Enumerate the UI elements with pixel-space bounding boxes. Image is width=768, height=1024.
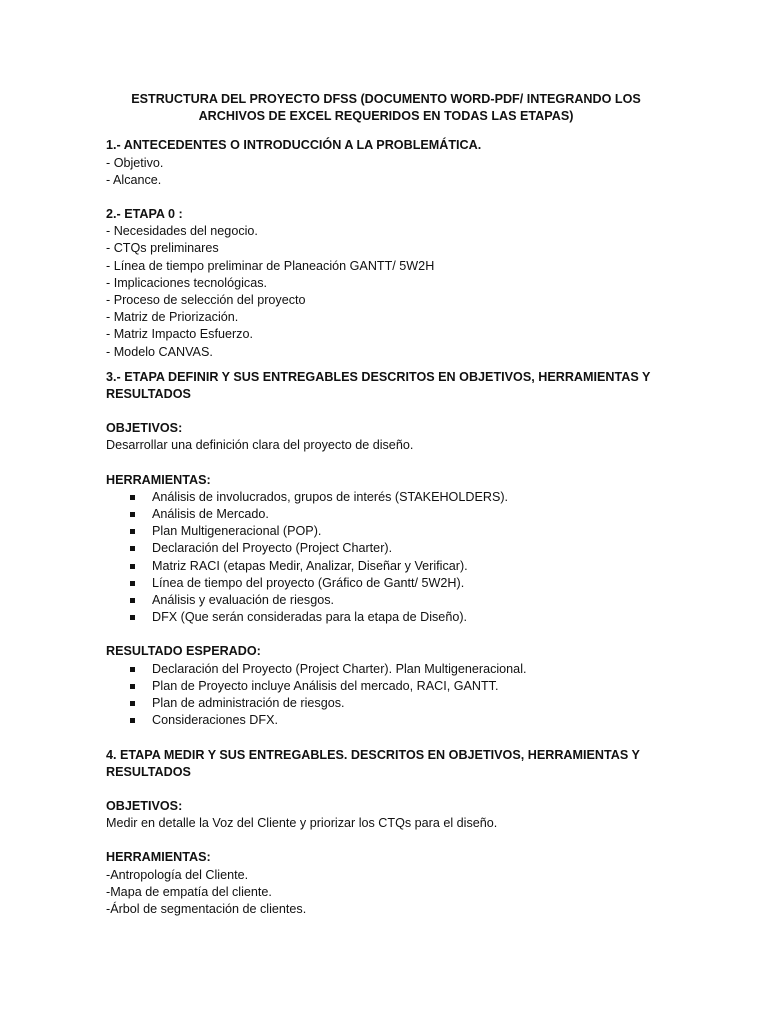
spacer — [106, 832, 666, 849]
list-item — [106, 523, 666, 540]
section-2-item: - Proceso de selección del proyecto — [106, 293, 306, 308]
list-item-text: Línea de tiempo del proyecto (Gráfico de Gantt/ 5W2H). — [152, 575, 465, 590]
section-3-heading: 3.- ETAPA DEFINIR Y SUS ENTREGABLES DESCRITOS EN OBJETIVOS, HERRAMIENTAS Y RESULTADOS — [106, 369, 651, 402]
list-item-text: Plan Multigeneracional (POP). — [152, 524, 322, 539]
list-item — [106, 558, 666, 575]
square-bullet-icon — [130, 581, 135, 586]
list-item-text: Matriz RACI (etapas Medir, Analizar, Diseñar y Verificar). — [152, 558, 468, 573]
section-4-tool-item: -Antropología del Cliente. — [106, 867, 249, 882]
spacer — [106, 626, 666, 643]
section-1-heading: 1.- ANTECEDENTES O INTRODUCCIÓN A LA PROBLEMÁTICA. — [106, 138, 482, 153]
square-bullet-icon — [130, 529, 135, 534]
list-item — [106, 712, 666, 729]
document-body — [106, 91, 666, 918]
spacer — [106, 361, 666, 369]
square-bullet-icon — [130, 701, 135, 706]
section-3-results-list — [106, 661, 666, 730]
square-bullet-icon — [130, 512, 135, 517]
list-item-text: Análisis y evaluación de riesgos. — [152, 593, 335, 608]
section-1 — [106, 137, 666, 189]
section-1-item: - Alcance. — [106, 172, 162, 187]
spacer — [106, 455, 666, 472]
list-item-text: Declaración del Proyecto (Project Charter). Plan Multigeneracional. — [152, 661, 527, 676]
list-item — [106, 506, 666, 523]
square-bullet-icon — [130, 495, 135, 500]
section-3-results-label: RESULTADO ESPERADO: — [106, 644, 261, 659]
section-3-tools-list — [106, 489, 666, 627]
spacer — [106, 189, 666, 206]
section-2-item: - Matriz Impacto Esfuerzo. — [106, 327, 253, 342]
square-bullet-icon — [130, 564, 135, 569]
section-4-tool-item: -Mapa de empatía del cliente. — [106, 884, 272, 899]
square-bullet-icon — [130, 615, 135, 620]
list-item-text: Plan de Proyecto incluye Análisis del mercado, RACI, GANTT. — [152, 678, 499, 693]
square-bullet-icon — [130, 546, 135, 551]
section-4-objectives-label: OBJETIVOS: — [106, 798, 183, 813]
section-2-item: - Necesidades del negocio. — [106, 224, 258, 239]
section-1-item: - Objetivo. — [106, 155, 164, 170]
list-item — [106, 678, 666, 695]
list-item-text: DFX (Que serán consideradas para la etapa de Diseño). — [152, 610, 468, 625]
section-3-objectives-text: Desarrollar una definición clara del proyecto de diseño. — [106, 438, 414, 453]
square-bullet-icon — [130, 684, 135, 689]
list-item-text: Análisis de involucrados, grupos de interés (STAKEHOLDERS). — [152, 489, 509, 504]
section-2-item: - Línea de tiempo preliminar de Planeación GANTT/ 5W2H — [106, 258, 435, 273]
spacer — [106, 730, 666, 747]
section-4-tool-item: -Árbol de segmentación de clientes. — [106, 901, 307, 916]
square-bullet-icon — [130, 718, 135, 723]
section-2 — [106, 206, 666, 361]
list-item — [106, 575, 666, 592]
section-4 — [106, 747, 666, 919]
list-item-text: Plan de administración de riesgos. — [152, 696, 345, 711]
list-item — [106, 609, 666, 626]
list-item-text: Análisis de Mercado. — [152, 507, 269, 522]
list-item — [106, 661, 666, 678]
list-item — [106, 489, 666, 506]
section-2-item: - Matriz de Priorización. — [106, 310, 239, 325]
section-4-objectives-text: Medir en detalle la Voz del Cliente y priorizar los CTQs para el diseño. — [106, 816, 498, 831]
list-item — [106, 592, 666, 609]
list-item-text: Declaración del Proyecto (Project Charter). — [152, 541, 393, 556]
section-3-tools-label: HERRAMIENTAS: — [106, 472, 211, 487]
section-2-item: - Modelo CANVAS. — [106, 344, 213, 359]
list-item — [106, 540, 666, 557]
spacer — [106, 781, 666, 798]
list-item — [106, 695, 666, 712]
spacer — [106, 403, 666, 420]
section-2-item: - Implicaciones tecnológicas. — [106, 275, 267, 290]
square-bullet-icon — [130, 667, 135, 672]
section-4-heading: 4. ETAPA MEDIR Y SUS ENTREGABLES. DESCRITOS EN OBJETIVOS, HERRAMIENTAS Y RESULTADOS — [106, 747, 640, 779]
list-item-text: Consideraciones DFX. — [152, 713, 278, 728]
document-title: ESTRUCTURA DEL PROYECTO DFSS (DOCUMENTO WORD-PDF/ INTEGRANDO LOS ARCHIVOS DE EXCEL REQUERIDOS EN TODAS LAS ETAPAS) — [131, 92, 641, 124]
section-3-objectives-label: OBJETIVOS: — [106, 421, 183, 436]
square-bullet-icon — [130, 598, 135, 603]
section-3 — [106, 369, 666, 730]
section-2-item: - CTQs preliminares — [106, 241, 219, 256]
section-4-tools-label: HERRAMIENTAS: — [106, 850, 211, 865]
section-2-heading: 2.- ETAPA 0 : — [106, 207, 183, 222]
